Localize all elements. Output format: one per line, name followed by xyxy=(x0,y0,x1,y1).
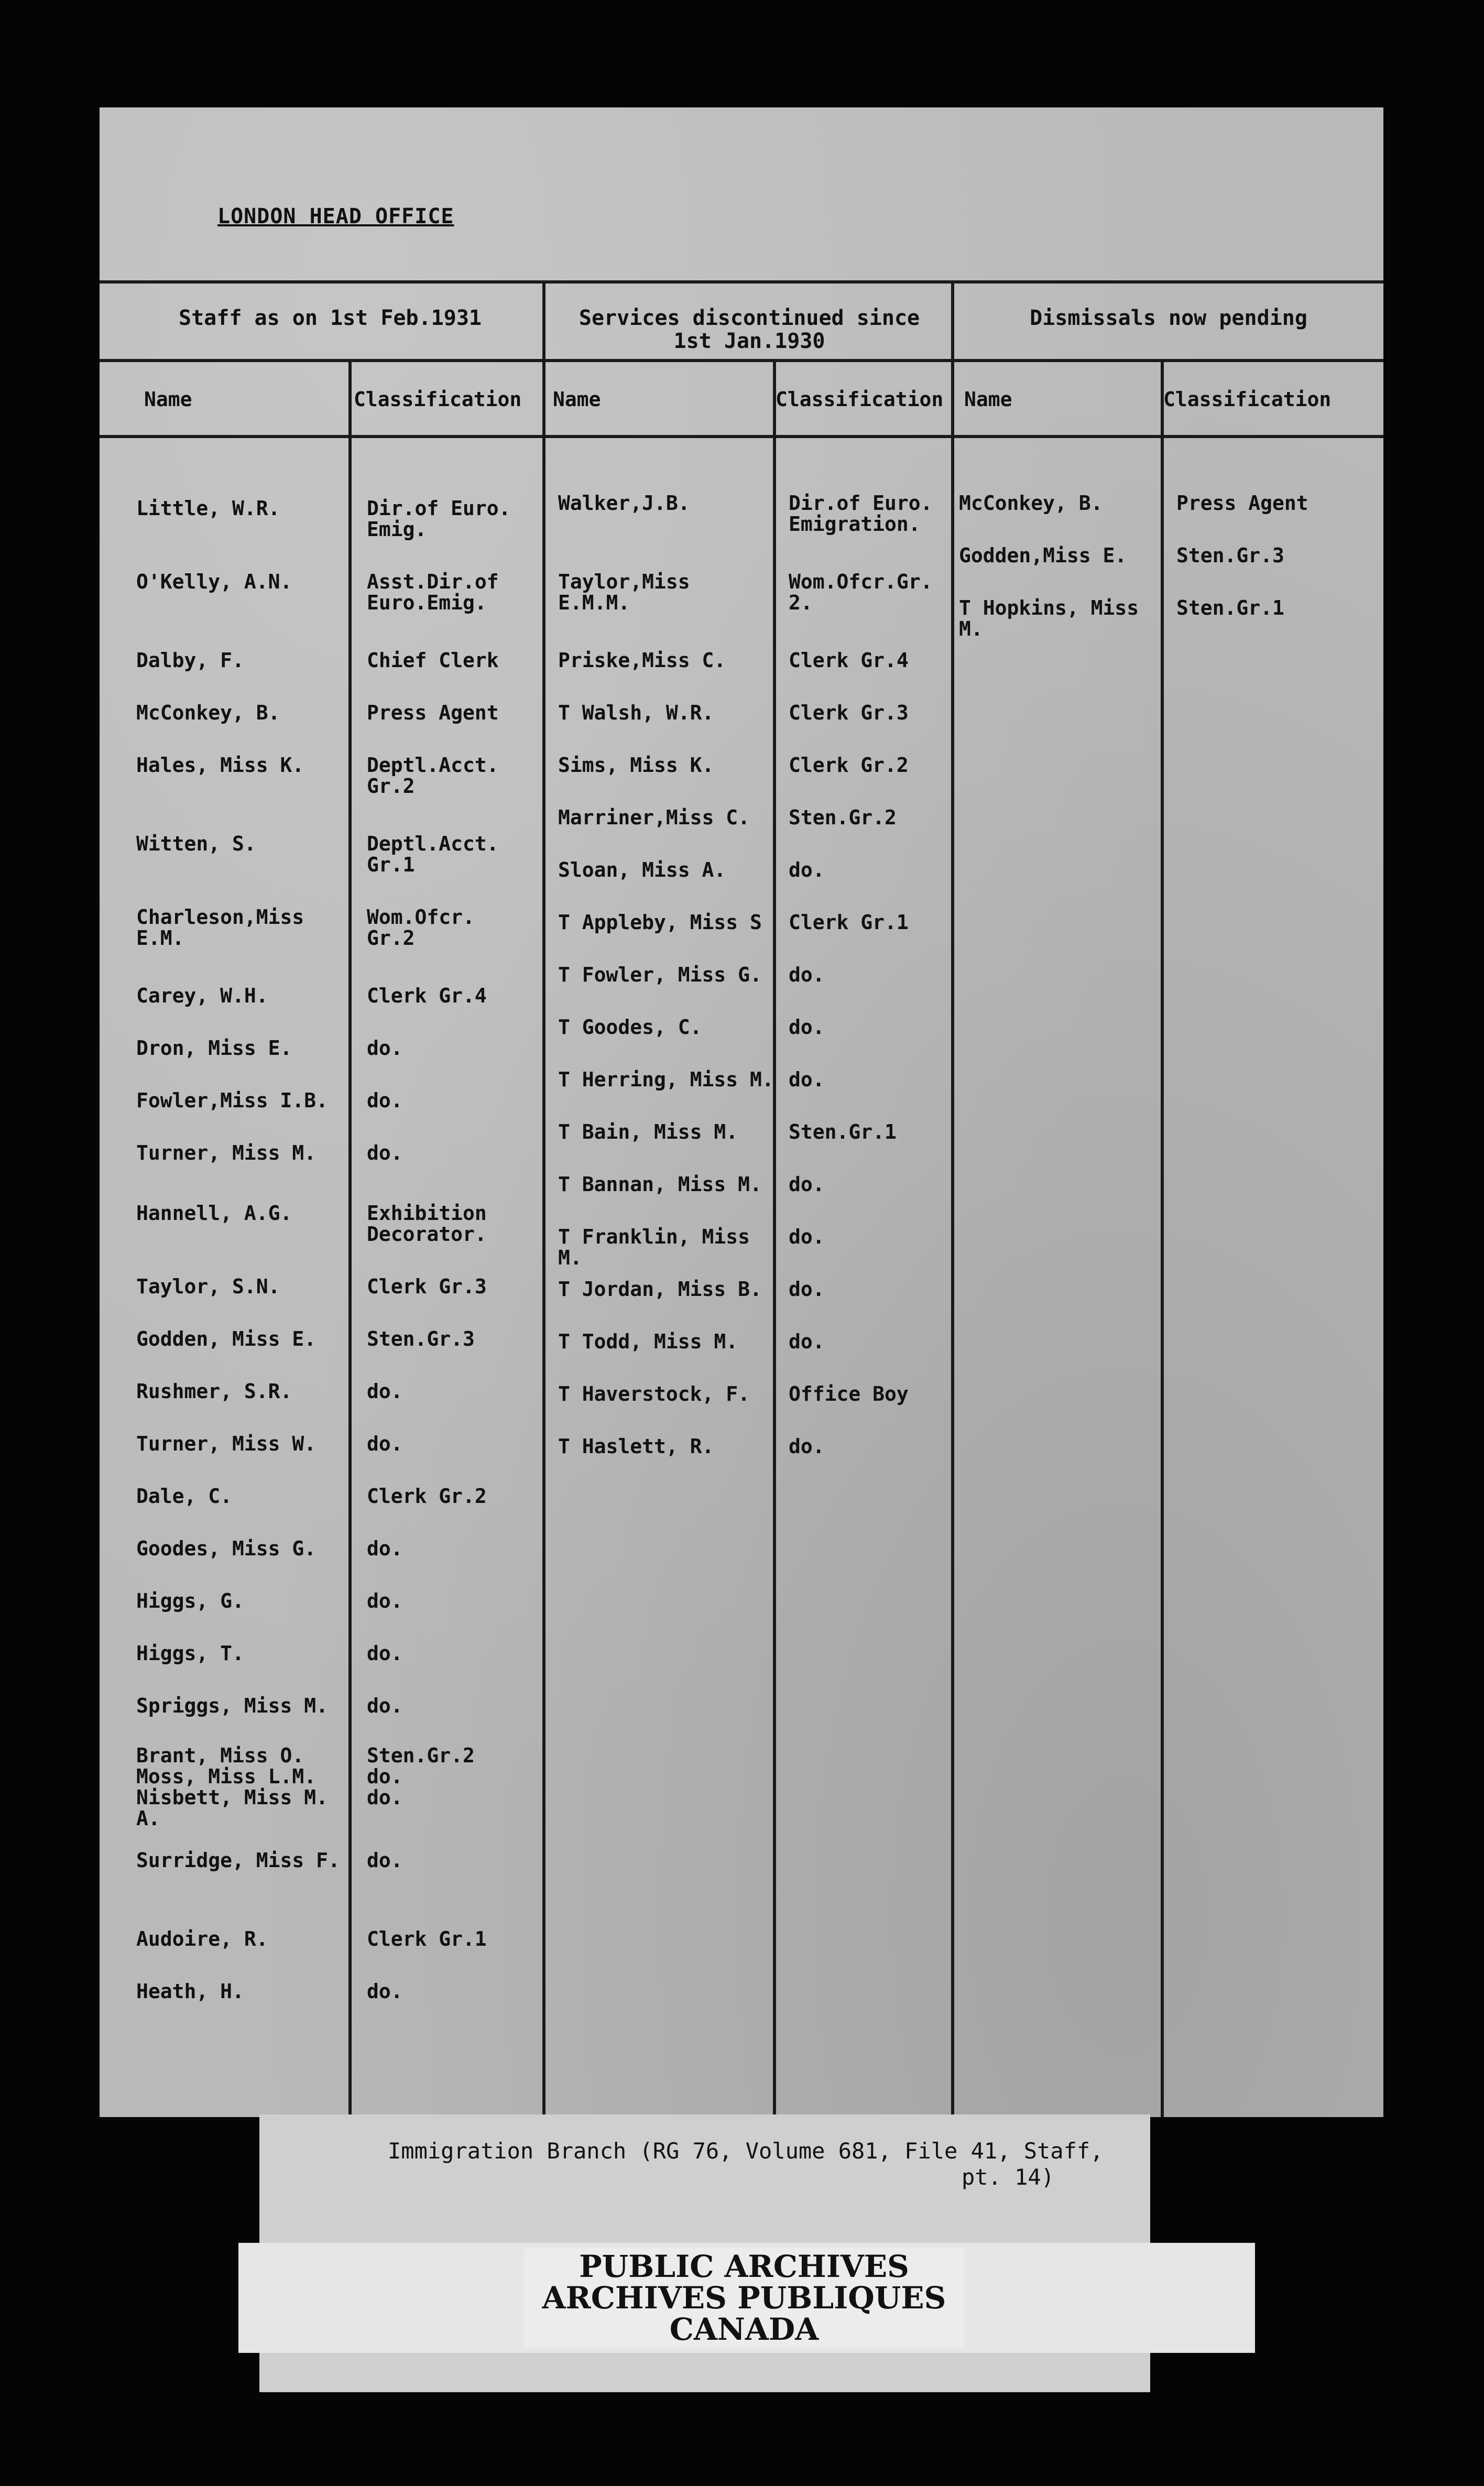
staff-row-classification: Clerk Gr.2 xyxy=(367,1485,487,1508)
staff-row-name: O'Kelly, A.N. xyxy=(136,570,292,593)
column-header-rule xyxy=(100,435,1383,438)
discontinued-row-classification: Clerk Gr.1 xyxy=(789,911,909,934)
staff-row-classification: Sten.Gr.3 xyxy=(367,1327,475,1350)
discontinued-row-name: T Fowler, Miss G. xyxy=(558,963,762,986)
staff-row-name: Turner, Miss M. xyxy=(136,1141,317,1164)
pending-row-name: McConkey, B. xyxy=(959,492,1103,515)
group-title-discontinued: Services discontinued since 1st Jan.1930 xyxy=(579,306,920,353)
staff-row-classification: do. xyxy=(367,1380,403,1403)
discontinued-row-name: T Goodes, C. xyxy=(558,1016,702,1039)
col-head-staff-name: Name xyxy=(144,388,192,411)
staff-row-classification: do. xyxy=(367,1537,403,1560)
staff-row-name: Charleson,Miss E.M. xyxy=(136,906,304,950)
discontinued-row-classification: do. xyxy=(789,1068,825,1091)
staff-row-classification: Sten.Gr.2 xyxy=(367,1744,475,1767)
staff-row-classification: do. xyxy=(367,1694,403,1717)
group-divider-2 xyxy=(951,280,954,2117)
staff-row-classification: do. xyxy=(367,1786,403,1809)
discontinued-row-name: Priske,Miss C. xyxy=(558,649,726,672)
discontinued-row-name: T Haverstock, F. xyxy=(558,1382,750,1405)
group-title-staff: Staff as on 1st Feb.1931 xyxy=(179,306,482,330)
staff-row-classification: Dir.of Euro. Emig. xyxy=(367,497,511,541)
discontinued-row-classification: Dir.of Euro. Emigration. xyxy=(789,492,933,536)
staff-row-name: Godden, Miss E. xyxy=(136,1327,317,1350)
staff-row-name: McConkey, B. xyxy=(136,701,280,724)
staff-row-classification: Clerk Gr.4 xyxy=(367,984,487,1007)
staff-row-classification: Clerk Gr.1 xyxy=(367,1927,487,1950)
discontinued-row-classification: Wom.Ofcr.Gr. 2. xyxy=(789,570,933,614)
staff-row-classification: Exhibition Decorator. xyxy=(367,1202,487,1246)
staff-row-classification: do. xyxy=(367,1980,403,2003)
staff-row-name: Moss, Miss L.M. xyxy=(136,1765,317,1788)
discontinued-row-classification: Clerk Gr.2 xyxy=(789,754,909,777)
discontinued-row-classification: do. xyxy=(789,1225,825,1248)
discontinued-row-name: T Todd, Miss M. xyxy=(558,1330,738,1353)
discontinued-row-classification: do. xyxy=(789,963,825,986)
discontinued-row-name: T Haslett, R. xyxy=(558,1435,714,1458)
discontinued-row-name: T Bain, Miss M. xyxy=(558,1120,738,1143)
staff-row-classification: Clerk Gr.3 xyxy=(367,1275,487,1298)
discontinued-row-classification: Sten.Gr.2 xyxy=(789,806,897,829)
staff-row-name: Fowler,Miss I.B. xyxy=(136,1089,329,1112)
discontinued-row-classification: do. xyxy=(789,1173,825,1196)
group-title-pending: Dismissals now pending xyxy=(1030,306,1307,330)
col-head-pend-class: Classification xyxy=(1163,388,1332,411)
staff-row-name: Goodes, Miss G. xyxy=(136,1537,317,1560)
document-page xyxy=(100,107,1383,2117)
discontinued-row-name: T Jordan, Miss B. xyxy=(558,1278,762,1301)
staff-row-classification: do. xyxy=(367,1089,403,1112)
staff-row-name: Nisbett, Miss M. A. xyxy=(136,1786,329,1830)
staff-row-classification: do. xyxy=(367,1642,403,1665)
staff-row-classification: do. xyxy=(367,1037,403,1060)
group-header-rule xyxy=(100,359,1383,362)
col-head-pend-name: Name xyxy=(964,388,1012,411)
col-divider-2 xyxy=(773,359,776,2117)
discontinued-row-classification: do. xyxy=(789,858,825,881)
staff-row-name: Witten, S. xyxy=(136,832,256,855)
col-divider-1 xyxy=(348,359,352,2117)
col-head-disc-class: Classification xyxy=(776,388,944,411)
staff-row-classification: Wom.Ofcr. Gr.2 xyxy=(367,906,475,950)
staff-row-classification: Deptl.Acct. Gr.2 xyxy=(367,754,499,798)
discontinued-row-classification: do. xyxy=(789,1330,825,1353)
discontinued-row-classification: do. xyxy=(789,1435,825,1458)
staff-row-name: Higgs, G. xyxy=(136,1589,244,1612)
staff-row-classification: Deptl.Acct. Gr.1 xyxy=(367,832,499,876)
staff-row-name: Surridge, Miss F. xyxy=(136,1849,340,1872)
staff-row-name: Brant, Miss O. xyxy=(136,1744,304,1767)
staff-row-name: Taylor, S.N. xyxy=(136,1275,280,1298)
discontinued-row-name: T Walsh, W.R. xyxy=(558,701,714,724)
discontinued-row-classification: Clerk Gr.4 xyxy=(789,649,909,672)
staff-row-name: Hales, Miss K. xyxy=(136,754,304,777)
staff-row-classification: Asst.Dir.of Euro.Emig. xyxy=(367,570,499,614)
office-heading: LONDON HEAD OFFICE xyxy=(217,204,454,228)
staff-row-name: Dron, Miss E. xyxy=(136,1037,292,1060)
group-divider-1 xyxy=(542,280,545,2117)
discontinued-row-classification: Clerk Gr.3 xyxy=(789,701,909,724)
pending-row-classification: Sten.Gr.1 xyxy=(1176,596,1284,619)
discontinued-row-classification: Sten.Gr.1 xyxy=(789,1120,897,1143)
discontinued-row-name: Sims, Miss K. xyxy=(558,754,714,777)
discontinued-row-classification: do. xyxy=(789,1016,825,1039)
staff-row-classification: do. xyxy=(367,1849,403,1872)
pending-row-classification: Press Agent xyxy=(1176,492,1308,515)
discontinued-row-name: T Franklin, Miss M. xyxy=(558,1225,750,1269)
discontinued-row-classification: Office Boy xyxy=(789,1382,909,1405)
discontinued-row-name: Marriner,Miss C. xyxy=(558,806,750,829)
discontinued-row-name: Taylor,Miss E.M.M. xyxy=(558,570,690,614)
staff-row-classification: Press Agent xyxy=(367,701,499,724)
staff-row-name: Spriggs, Miss M. xyxy=(136,1694,329,1717)
staff-row-name: Audoire, R. xyxy=(136,1927,268,1950)
stamp-line-3: CANADA xyxy=(669,2311,819,2347)
pending-row-classification: Sten.Gr.3 xyxy=(1176,544,1284,567)
staff-row-classification: do. xyxy=(367,1432,403,1455)
reference-line-2: pt. 14) xyxy=(962,2164,1055,2190)
col-head-disc-name: Name xyxy=(553,388,601,411)
pending-row-name: Godden,Miss E. xyxy=(959,544,1127,567)
staff-row-name: Rushmer, S.R. xyxy=(136,1380,292,1403)
discontinued-row-name: T Appleby, Miss S xyxy=(558,911,762,934)
staff-row-classification: Chief Clerk xyxy=(367,649,499,672)
stamp-line-1: PUBLIC ARCHIVES xyxy=(579,2249,909,2284)
staff-row-name: Hannell, A.G. xyxy=(136,1202,292,1225)
col-divider-3 xyxy=(1161,359,1164,2117)
staff-row-name: Little, W.R. xyxy=(136,497,280,520)
pending-row-name: T Hopkins, Miss M. xyxy=(959,596,1139,640)
discontinued-row-name: T Herring, Miss M. xyxy=(558,1068,774,1091)
archives-stamp xyxy=(524,2248,964,2348)
discontinued-row-name: T Bannan, Miss M. xyxy=(558,1173,762,1196)
staff-row-classification: do. xyxy=(367,1589,403,1612)
staff-row-classification: do. xyxy=(367,1765,403,1788)
staff-row-name: Dale, C. xyxy=(136,1485,233,1508)
stamp-line-2: ARCHIVES PUBLIQUES xyxy=(542,2280,946,2316)
staff-row-name: Dalby, F. xyxy=(136,649,244,672)
staff-row-name: Turner, Miss W. xyxy=(136,1432,317,1455)
discontinued-row-name: Walker,J.B. xyxy=(558,492,690,515)
table-top-rule xyxy=(100,280,1383,284)
staff-row-name: Carey, W.H. xyxy=(136,984,268,1007)
staff-row-classification: do. xyxy=(367,1141,403,1164)
staff-row-name: Heath, H. xyxy=(136,1980,244,2003)
staff-row-name: Higgs, T. xyxy=(136,1642,244,1665)
discontinued-row-name: Sloan, Miss A. xyxy=(558,858,726,881)
col-head-staff-class: Classification xyxy=(354,388,522,411)
discontinued-row-classification: do. xyxy=(789,1278,825,1301)
reference-line-1: Immigration Branch (RG 76, Volume 681, File 41, Staff, xyxy=(388,2138,1104,2164)
